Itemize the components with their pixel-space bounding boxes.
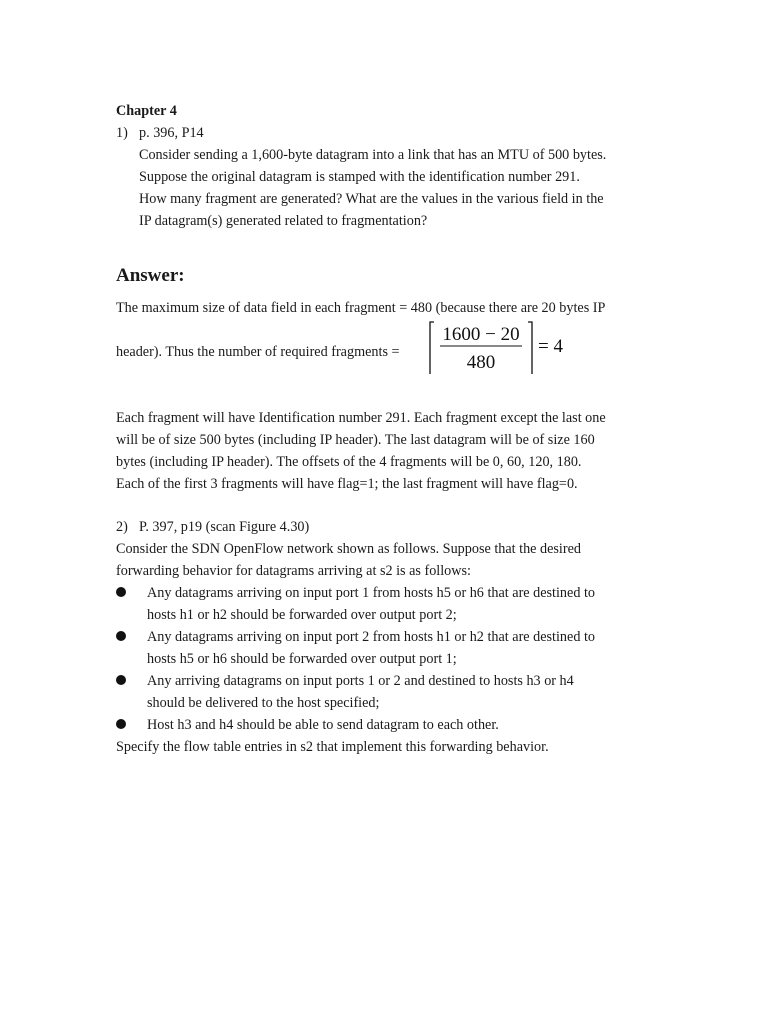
bullet-text-line: Any datagrams arriving on input port 2 from hosts h1 or h2 that are destined to	[147, 629, 596, 645]
answer-line: The maximum size of data field in each fragment = 480 (because there are 20 bytes IP	[116, 300, 606, 316]
q2-intro-line: Consider the SDN OpenFlow network shown as follows. Suppose that the desired	[116, 541, 581, 557]
formula-denominator: 480	[466, 352, 496, 373]
answer-line: bytes (including IP header). The offsets of the 4 fragments will be 0, 60, 120, 180.	[116, 454, 582, 470]
formula-result: = 4	[538, 336, 563, 357]
formula-numerator: 1600 − 20	[442, 324, 520, 345]
answer-line: Each of the first 3 fragments will have flag=1; the last fragment will have flag=0.	[116, 476, 578, 492]
q1-number: 1)	[116, 125, 128, 141]
answer-line: will be of size 500 bytes (including IP header). The last datagram will be of size 160	[116, 432, 595, 448]
q1-text-line: IP datagram(s) generated related to fragmentation?	[139, 213, 428, 229]
bullet-text-line: should be delivered to the host specified;	[147, 695, 380, 711]
ceiling-formula	[418, 320, 578, 376]
bullet-text-line: Any arriving datagrams on input ports 1 or 2 and destined to hosts h3 or h4	[147, 673, 574, 689]
bullet-dot	[116, 587, 126, 597]
bullet-text-line: hosts h5 or h6 should be forwarded over output port 1;	[147, 651, 457, 667]
bullet-text-line: hosts h1 or h2 should be forwarded over output port 2;	[147, 607, 457, 623]
bullet-dot	[116, 719, 126, 729]
answer-line: header). Thus the number of required fragments =	[116, 344, 400, 360]
answer-heading: Answer:	[116, 265, 185, 286]
q2-intro-line: forwarding behavior for datagrams arriving at s2 is as follows:	[116, 563, 471, 579]
bullet-text-line: Host h3 and h4 should be able to send datagram to each other.	[147, 717, 499, 733]
answer-line: Each fragment will have Identification number 291. Each fragment except the last one	[116, 410, 606, 426]
bullet-text-line: Any datagrams arriving on input port 1 from hosts h5 or h6 that are destined to	[147, 585, 596, 601]
q1-text-line: Consider sending a 1,600-byte datagram into a link that has an MTU of 500 bytes.	[139, 147, 607, 163]
bullet-dot	[116, 631, 126, 641]
q1-reference: p. 396, P14	[139, 125, 204, 141]
q2-reference: P. 397, p19 (scan Figure 4.30)	[139, 519, 310, 535]
q1-text-line: Suppose the original datagram is stamped with the identification number 291.	[139, 169, 580, 185]
chapter-heading: Chapter 4	[116, 103, 177, 119]
q2-closing-line: Specify the flow table entries in s2 that implement this forwarding behavior.	[116, 739, 549, 755]
q2-number: 2)	[116, 519, 128, 535]
q1-text-line: How many fragment are generated? What are the values in the various field in the	[139, 191, 604, 207]
bullet-dot	[116, 675, 126, 685]
